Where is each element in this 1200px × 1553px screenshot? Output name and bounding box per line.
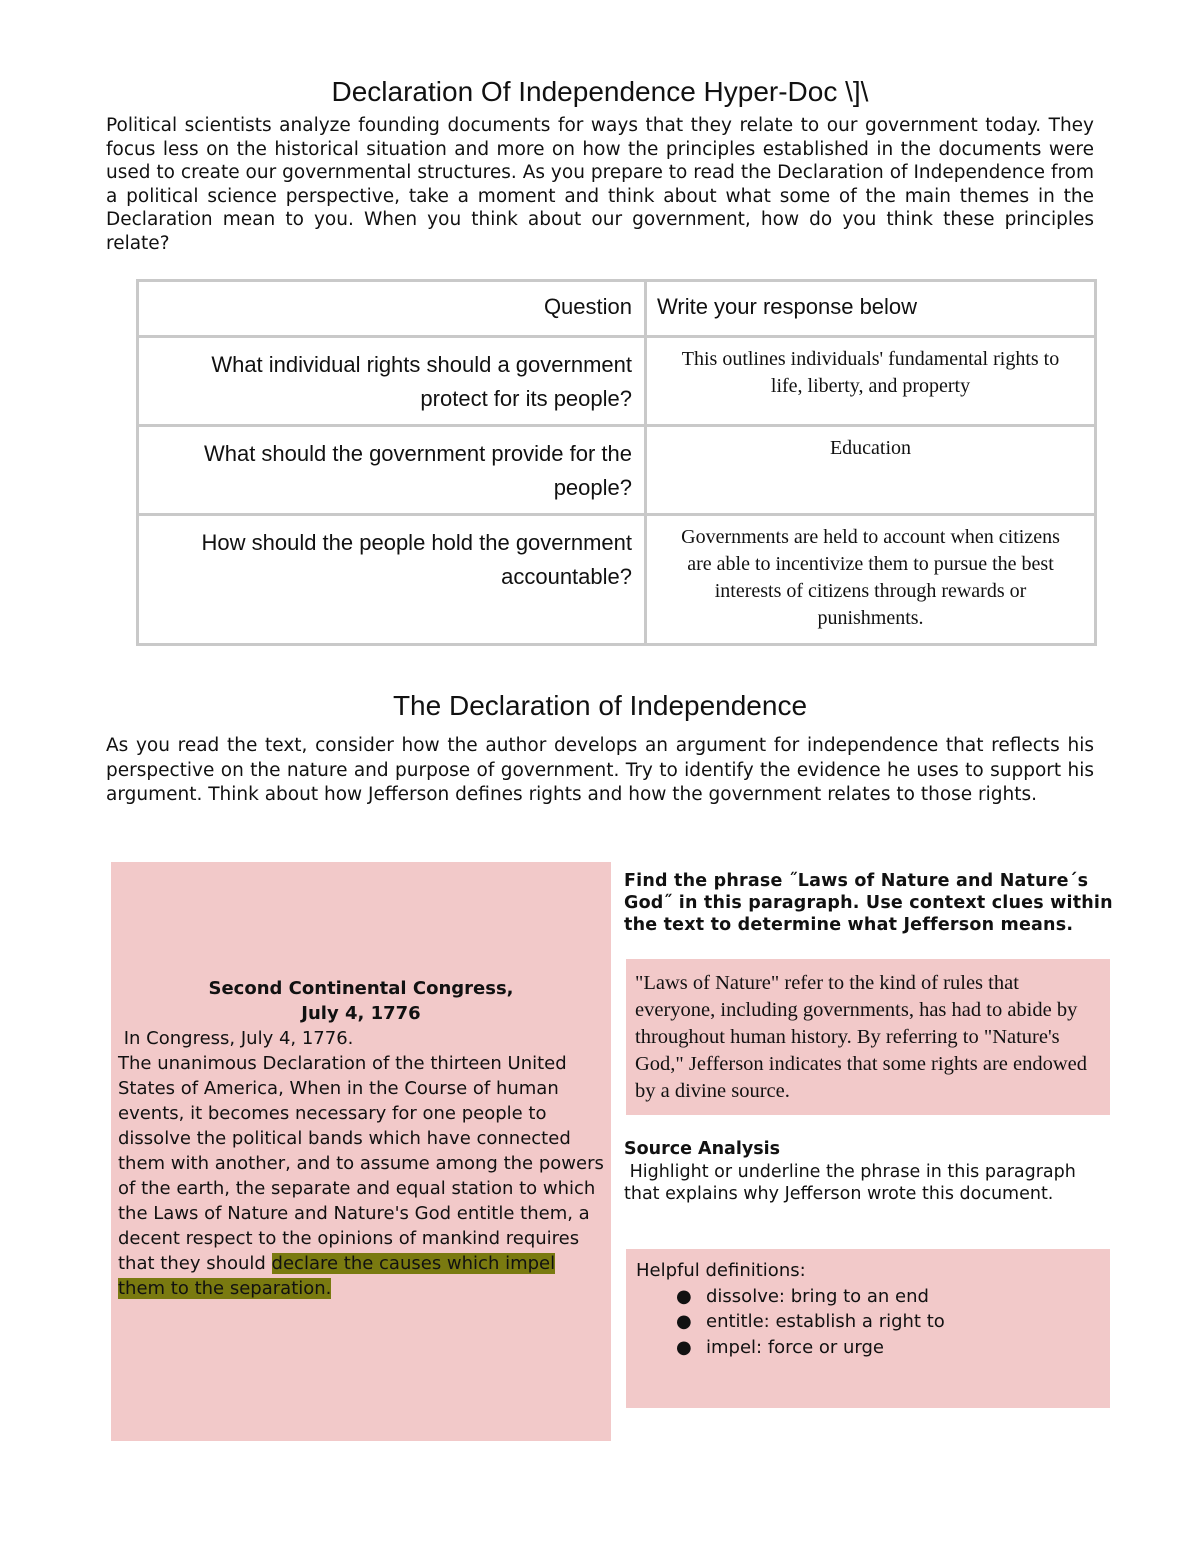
question-cell: What should the government provide for the people? <box>138 426 646 515</box>
section-intro: As you read the text, consider how the author develops an argument for independence that reflects his perspective on the nature and purpose of government. Try to identify the evidence he uses to support his argument. Think about how Jefferson defines rights and how the government relates to those rights. <box>106 735 1094 805</box>
source-body <box>118 1051 604 1301</box>
response-cell[interactable]: Education <box>646 426 1096 515</box>
table-row <box>138 426 1096 515</box>
source-analysis-title: Source Analysis <box>624 1139 781 1159</box>
definitions-title: Helpful definitions: <box>636 1260 806 1281</box>
bullet-icon: ● <box>676 1285 692 1307</box>
response-cell[interactable]: This outlines individuals' fundamental rights to life, liberty, and property <box>646 337 1096 426</box>
page-title: Declaration Of Independence Hyper-Doc \]\ <box>331 76 869 107</box>
section-title: The Declaration of Independence <box>392 690 808 721</box>
highlighted-phrase[interactable]: declare the causes which impel them to the separation. <box>118 1253 556 1299</box>
question-cell: How should the people hold the government accountable? <box>138 515 646 645</box>
intro-paragraph: Political scientists analyze founding documents for ways that they relate to our government today. They focus less on the historical situation and more on how the principles established in the documents were used to create our governmental structures. As you prepare to read the Declaration of Independence from a political science perspective, take a moment and think about what some of the main themes in the Declaration mean to you. When you think about our government, how do you think these principles relate? <box>106 115 1094 254</box>
header-response: Write your response below <box>646 281 1096 337</box>
table-row <box>138 515 1096 645</box>
definition-text: impel: force or urge <box>706 1336 884 1358</box>
source-analysis-body: Highlight or underline the phrase in this paragraph that explains why Jefferson wrote this document. <box>624 1162 1082 1204</box>
list-item <box>676 1335 1102 1361</box>
header-question: Question <box>138 281 646 337</box>
table-row <box>138 337 1096 426</box>
phrase-answer-box[interactable] <box>626 959 1110 1115</box>
definitions-list <box>636 1284 1102 1361</box>
source-body-text: The unanimous Declaration of the thirteen United States of America, When in the Course of human events, it becomes necessary for one people to dissolve the political bands which have connected them with another, and to assume among the powers of the earth, the separate and equal station to which the Laws of Nature and Nature's God entitle them, a decent respect to the opinions of mankind requires that they should <box>118 1053 604 1274</box>
question-cell: What individual rights should a government protect for its people? <box>138 337 646 426</box>
list-item <box>676 1309 1102 1335</box>
source-congress-line: In Congress, July 4, 1776. <box>118 1028 354 1049</box>
source-heading-line1: Second Continental Congress, <box>208 978 514 999</box>
table-header-row <box>138 281 1096 337</box>
phrase-answer: "Laws of Nature" refer to the kind of rules that everyone, including governments, has had to abide by throughout human history. By referring to "Nature's God," Jefferson indicates that some rights are endowed by a divine source. <box>635 972 1088 1102</box>
definition-text: entitle: establish a right to <box>706 1311 945 1332</box>
definition-text: dissolve: bring to an end <box>706 1285 929 1307</box>
source-text-box <box>111 862 611 1441</box>
bullet-icon: ● <box>676 1336 692 1358</box>
list-item <box>676 1284 1102 1310</box>
phrase-prompt: Find the phrase ˝Laws of Nature and Nature´s God˝ in this paragraph. Use context clues within the text to determine what Jefferson means. <box>624 871 1113 935</box>
question-table <box>136 279 1097 646</box>
bullet-icon: ● <box>676 1311 692 1332</box>
response-cell[interactable]: Governments are held to account when citizens are able to incentivize them to pursue the best interests of citizens through rewards or punishments. <box>646 515 1096 645</box>
source-heading-line2: July 4, 1776 <box>301 1003 421 1024</box>
definitions-box <box>626 1249 1110 1408</box>
